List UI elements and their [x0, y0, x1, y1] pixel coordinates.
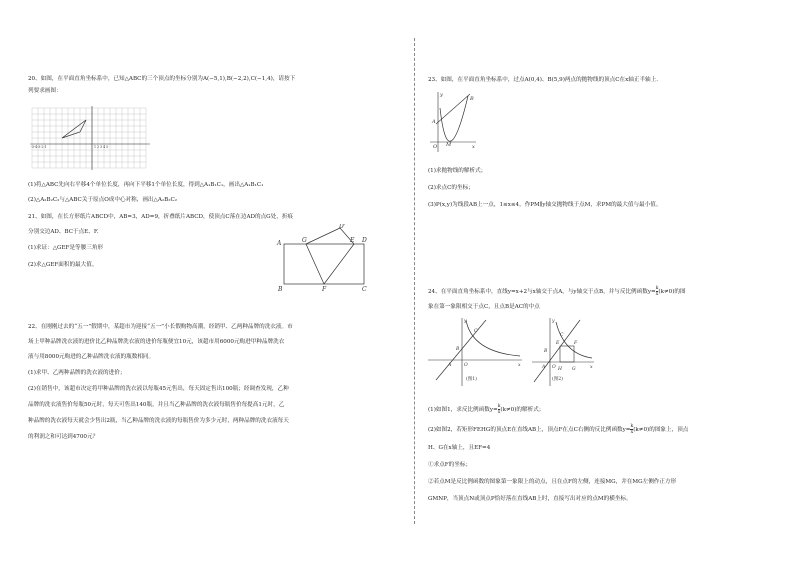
- svg-text:y: y: [552, 319, 555, 324]
- svg-text:A: A: [448, 363, 452, 368]
- svg-text:A: A: [542, 365, 546, 370]
- svg-text:B: B: [456, 347, 460, 352]
- q21-sub1: (1)求证：△GEF是等腰三角形: [28, 245, 104, 251]
- svg-text:G: G: [572, 367, 576, 372]
- label-O: O: [433, 144, 438, 150]
- frac-numerator: k: [630, 424, 634, 429]
- q21-sub2: (2)求△GEF面积的最大值。: [28, 262, 98, 268]
- q21-rectangle-fold-figure: [276, 224, 380, 294]
- q24-sub2d: ①求点F的坐标；: [428, 462, 472, 468]
- svg-text:E: E: [556, 341, 560, 346]
- svg-text:y: y: [464, 319, 467, 324]
- q22-sub1: (1)求甲、乙两种品牌的洗衣液的进价；: [28, 370, 126, 376]
- q24-figure-1: [426, 316, 526, 392]
- q24-line1-text: 24、在平面直角坐标系中，直线y=x+2与x轴交于点A，与y轴交于点B，并与反比例函数y=: [428, 289, 656, 295]
- q20-sub1: (1)将△ABC先向右平移4个单位长度，再向下平移1个单位长度，得到△A₁B₁C₁，画出△A₁B₁C₁: [28, 182, 264, 188]
- svg-text:1 2 3 4 5: 1 2 3 4 5: [94, 145, 109, 149]
- q24-sub1a: (1)如图1，求反比例函数y=: [428, 407, 498, 413]
- frac-denominator: x: [630, 430, 634, 435]
- label-E: E: [350, 237, 355, 244]
- svg-text:H: H: [558, 367, 562, 372]
- q24-sub2a: (2)如图2，若矩形FEHG的顶点E在直线AB上，顶点F在点C右侧的反比例函数y=: [428, 427, 631, 433]
- fig1-caption: (图1): [466, 377, 477, 382]
- q23-sub2: (2)求点C的坐标；: [428, 185, 474, 191]
- q21-line1: 21、如图，在长方形纸片ABCD中，AB=3，AD=9，折叠纸片ABCD，使顶点C落在边AD的点G处，折痕: [28, 214, 294, 220]
- frac-denominator: x: [655, 292, 659, 297]
- label-D: D: [362, 237, 367, 244]
- q22-line2: 场上甲种品牌洗衣液的进价比乙种品牌洗衣液的进价每瓶便宜10元，该超市用6000元购进甲种品牌洗衣: [28, 339, 285, 345]
- label-A: A: [432, 119, 436, 125]
- q23-sub3: (3)P(x,y)为线段AB上一点，1≤x≤4，作PM∥y轴交抛物线于点M，求PM的最大值与最小值。: [428, 202, 662, 208]
- svg-text:C: C: [474, 329, 478, 334]
- q22-sub2a: (2)在销售中，该超市决定将甲种品牌的洗衣液以每瓶45元售出，每天固定售出100瓶；经调查发现，乙种: [28, 386, 289, 392]
- frac-denominator: x: [497, 410, 501, 415]
- q22-line3: 液与用8000元购进的乙种品牌洗衣液的瓶数相同。: [28, 354, 155, 360]
- q24-sub2: [428, 424, 688, 435]
- q24-figure-2: [530, 316, 596, 392]
- q22-sub2c: 种品牌的洗衣液每天就会少售出2瓶，当乙种品牌的洗衣液的每瓶售价为多少元时，两种品牌的洗衣液每天: [28, 418, 289, 424]
- frac-numerator: k: [655, 286, 659, 291]
- q24-sub1b: (k≠0)的解析式；: [500, 407, 545, 413]
- label-C: C: [362, 286, 367, 293]
- column-divider: [414, 38, 415, 524]
- svg-text:C: C: [560, 333, 564, 338]
- q24-sub2f: GMNP，当顶点N或顶点P恰好落在直线AB上时，直接写出对应的点M的横坐标。: [428, 496, 632, 502]
- q24-sub2e: ②若点M是反比例函数的图象第一象限上的动点，且在点F的左侧，连接MG，并在MG左侧作正方形: [428, 479, 677, 485]
- label-F: F: [322, 286, 327, 293]
- q23-line1: 23、如图，在平面直角坐标系中，过点A(0,4)、B(5,9)两点的抛物线的顶点C在x轴正半轴上.: [428, 77, 659, 83]
- label-B: B: [278, 286, 283, 293]
- label-A: A: [277, 240, 282, 247]
- svg-text:B: B: [544, 349, 548, 354]
- q20-line1: 20、如图，在平面直角坐标系中，已知△ABC的三个顶点的坐标分别为A(−5,1),B(−2,2),C(−1,4)，请按下: [28, 76, 296, 82]
- q24-line1: [428, 286, 686, 297]
- label-M: M: [446, 142, 452, 148]
- q22-line1: 22、在刚刚过去的“五一”假期中，某超市为迎接“五一”小长假购物高潮，经销甲、乙两种品牌的洗衣液。市: [28, 324, 293, 330]
- q24-sub2b: (k≠0)的图象上，顶点: [633, 427, 689, 433]
- q20-line2: 列要求画图：: [28, 88, 62, 94]
- parabola-curve: [440, 96, 468, 141]
- q24-line2: 象在第一象限相交于点C，且点B是AC的中点: [428, 304, 540, 310]
- q20-sub2: (2)△A₂B₂C₂与△ABC关于原点O成中心对称，画出△A₂B₂C₂: [28, 197, 177, 203]
- q24-sub1: [428, 404, 544, 415]
- label-x: x: [472, 144, 475, 150]
- q24-sub2c: H、G在x轴上，且EF=4: [428, 445, 491, 451]
- q23-sub1: (1)求抛物线的解析式；: [428, 168, 487, 174]
- frac-numerator: k: [497, 404, 501, 409]
- svg-text:O: O: [552, 365, 556, 370]
- q22-sub2d: 的利润之和可达到4700元？: [28, 434, 99, 440]
- label-y: y: [440, 92, 443, 98]
- q20-coordinate-grid: [28, 104, 158, 172]
- label-Dp: D': [339, 224, 346, 230]
- fig2-caption: (图2): [552, 377, 563, 382]
- svg-text:O: O: [464, 363, 468, 368]
- svg-text:-5-4-3-2-1: -5-4-3-2-1: [31, 145, 47, 149]
- q21-line2: 分别交边AD、BC于点E、F.: [28, 229, 99, 235]
- svg-text:F: F: [574, 341, 578, 346]
- q24-line1b: (k≠0)的图: [658, 289, 686, 295]
- q23-parabola-figure: [428, 90, 478, 156]
- label-B: B: [470, 96, 474, 102]
- q22-sub2b: 品牌的洗衣液售价每瓶50元时，每天可售出140瓶，并且当乙种品牌的洗衣液每瓶售价每提高1元时，乙: [28, 402, 285, 408]
- label-G: G: [302, 237, 307, 244]
- svg-text:x: x: [590, 365, 593, 370]
- svg-text:x: x: [518, 363, 521, 368]
